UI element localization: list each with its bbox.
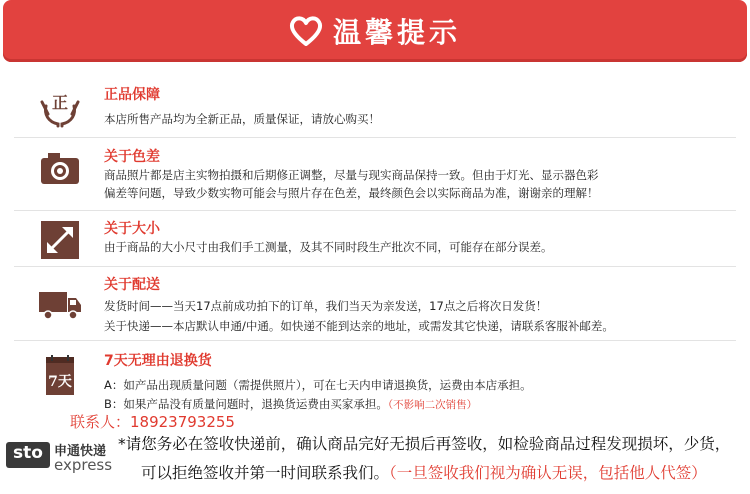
section-text: 由于商品的大小尺寸由我们手工测量，及其不同时段生产批次不同，可能存在部分误差。 [104,240,553,254]
section-title: 关于大小 [104,221,160,237]
signing-notice-line2 [141,461,707,483]
divider [14,137,736,138]
header-banner [3,0,747,62]
delivery-truck-icon [38,282,82,326]
section-text: 本店所售产品均为全新正品，质量保证，请放心购买！ [104,112,380,126]
section-text: 发货时间——当天17点前成功拍下的订单，我们当天为亲发送，17点之后将次日发货！ [104,299,548,313]
section-title: 正品保障 [104,87,160,103]
sto-logo-box [6,442,50,468]
notice-red-text: （一旦签收我们视为确认无误，包括他人代签） [389,464,707,482]
resale-note: （不影响二次销售） [387,399,478,411]
section-text: 偏差等问题，导致少数实物可能会与照片存在色差，最终颜色会以实际商品为准，谢谢亲的理解！ [104,186,599,200]
notice-black-text: 可以拒绝签收并第一时间联系我们。 [141,464,390,482]
divider [14,340,736,341]
courier-name-en: express [54,456,113,474]
calendar-label: 7天 [48,374,72,390]
heart-icon [289,14,323,48]
signing-notice-line1: *请您务必在签收快递前，确认商品完好无损后再签收，如检验商品过程发现损坏，少货， [118,435,731,453]
svg-text:正: 正 [51,93,69,112]
camera-icon [38,146,82,190]
section-title: 关于配送 [104,277,160,293]
divider [14,266,736,267]
section-text: 关于快递——本店默认申通/中通。如快递不能到达亲的地址，或需发其它快递，请联系客服补邮差。 [104,319,614,333]
genuine-hands-icon [38,84,82,128]
resize-arrow-icon [38,218,82,262]
sto-logo-text: sto [13,443,43,463]
section-text: A：如产品出现质量问题（需提供照片），可在七天内申请退换货，运费由本店承担。 [104,378,532,392]
section-text: 商品照片都是店主实物拍摄和后期修正调整，尽量与现实商品保持一致。但由于灯光、显示器色彩 [104,168,599,182]
section-text-b: B：如果产品没有质量问题时，退换货运费由买家承担。 [104,397,388,411]
section-text [104,396,477,412]
calendar-7-icon [38,354,82,398]
page-title: 温馨提示 [332,16,461,49]
divider [14,210,736,211]
contact-phone: 联系人：18923793255 [70,413,235,431]
section-title: 关于色差 [104,149,160,165]
section-title: 7天无理由退换货 [104,353,212,369]
sto-express-logo [6,436,118,478]
courier-name-cn: 申通快递 [54,444,107,459]
